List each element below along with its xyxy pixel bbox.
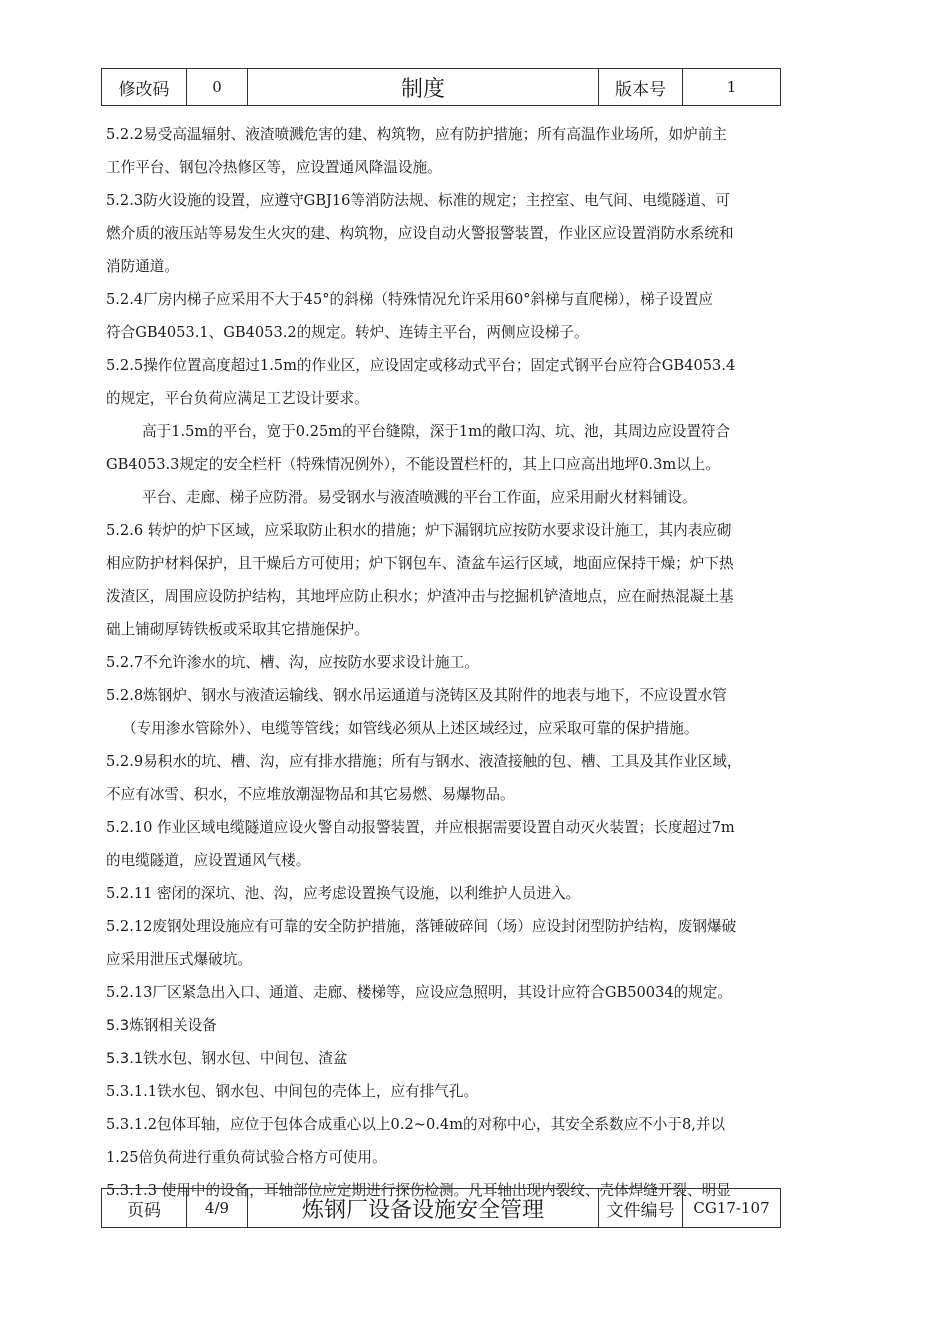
body-line: 5.2.9易积水的坑、槽、沟，应有排水措施；所有与钢水、液渣接触的包、槽、工具及其作业区域， xyxy=(106,753,742,770)
body-line: 5.2.6 转炉的炉下区域，应采取防止积水的措施；炉下漏钢坑应按防水要求设计施工，其内表应砌 xyxy=(106,522,732,539)
body-line: 相应防护材料保护，且干燥后方可使用；炉下钢包车、渣盆车运行区域，地面应保持干燥；炉下热 xyxy=(106,555,734,572)
body-line: 5.2.5操作位置高度超过1.5m的作业区，应设固定或移动式平台；固定式钢平台应符合GB4053.4 xyxy=(106,357,736,374)
header-table xyxy=(101,68,781,106)
body-line: 础上铺砌厚铸铁板或采取其它措施保护。 xyxy=(106,621,369,638)
body-line: 5.2.7不允许渗水的坑、槽、沟，应按防水要求设计施工。 xyxy=(106,654,479,671)
body-line: 5.2.3防火设施的设置，应遵守GBJ16等消防法规、标准的规定；主控室、电气间、电缆隧道、可 xyxy=(106,192,730,209)
body-line: 1.25倍负荷进行重负荷试验合格方可使用。 xyxy=(106,1149,387,1166)
body-line: 工作平台、钢包冷热修区等，应设置通风降温设施。 xyxy=(106,159,442,176)
body-line: 高于1.5m的平台，宽于0.25m的平台缝隙，深于1m的敞口沟、坑、池，其周边应设置符合 xyxy=(142,423,731,440)
page-number: 4/9 xyxy=(187,1189,248,1228)
body-line: 5.3.1.3 使用中的设备，耳轴部位应定期进行探伤检测。凡耳轴出现内裂纹、壳体焊缝开裂、明显 xyxy=(106,1182,731,1199)
body-line: 5.2.12废钢处理设施应有可靠的安全防护措施，落锤破碎间（场）应设封闭型防护结构，废钢爆破 xyxy=(106,918,737,935)
body-line: 5.3.1.1铁水包、钢水包、中间包的壳体上，应有排气孔。 xyxy=(106,1083,479,1100)
revision-label: 修改码 xyxy=(102,69,187,106)
doc-number-value: CG17-107 xyxy=(683,1189,781,1228)
document-body xyxy=(106,118,846,1207)
body-line: 5.2.2易受高温辐射、液渣喷溅危害的建、构筑物，应有防护措施；所有高温作业场所，如炉前主 xyxy=(106,126,727,143)
body-line: 5.2.13厂区紧急出入口、通道、走廊、楼梯等，应设应急照明，其设计应符合GB50034的规定。 xyxy=(106,984,733,1001)
body-line: 消防通道。 xyxy=(106,258,179,275)
body-line: 的电缆隧道，应设置通风气楼。 xyxy=(106,852,311,869)
body-line: 应采用泄压式爆破坑。 xyxy=(106,951,252,968)
body-line: 泼渣区，周围应设防护结构，其地坪应防止积水；炉渣冲击与挖掘机铲渣地点，应在耐热混凝土基 xyxy=(106,588,734,605)
section-heading: 5.3炼钢相关设备 xyxy=(106,1017,217,1034)
version-label: 版本号 xyxy=(599,69,683,106)
body-line: GB4053.3规定的安全栏杆（特殊情况例外），不能设置栏杆的，其上口应高出地坪0.3m以上。 xyxy=(106,456,720,473)
footer-table xyxy=(101,1188,781,1228)
body-line: 燃介质的液压站等易发生火灾的建、构筑物，应设自动火警报警装置，作业区应设置消防水系统和 xyxy=(106,225,734,242)
body-line: 5.2.11 密闭的深坑、池、沟，应考虑设置换气设施，以利维护人员进入。 xyxy=(106,885,581,902)
document-type-title: 制度 xyxy=(248,69,599,106)
doc-number-label: 文件编号 xyxy=(599,1189,683,1228)
body-line: 的规定，平台负荷应满足工艺设计要求。 xyxy=(106,390,369,407)
page-label: 页码 xyxy=(102,1189,187,1228)
body-line: 5.2.8炼钢炉、钢水与液渣运输线、钢水吊运通道与浇铸区及其附件的地表与地下，不应设置水管 xyxy=(106,687,727,704)
body-line: 平台、走廊、梯子应防滑。易受钢水与液渣喷溅的平台工作面，应采用耐火材料铺设。 xyxy=(142,489,697,506)
body-line: 不应有冰雪、积水，不应堆放潮湿物品和其它易燃、易爆物品。 xyxy=(106,786,515,803)
body-line: 5.2.4厂房内梯子应采用不大于45°的斜梯（特殊情况允许采用60°斜梯与直爬梯），梯子设置应 xyxy=(106,291,713,308)
document-title: 炼钢厂设备设施安全管理 xyxy=(248,1189,599,1228)
body-line: 5.3.1.2包体耳轴，应位于包体合成重心以上0.2~0.4m的对称中心，其安全系数应不小于8,并以 xyxy=(106,1116,726,1133)
version-value: 1 xyxy=(683,69,781,106)
revision-value: 0 xyxy=(187,69,248,106)
body-line: 5.2.10 作业区域电缆隧道应设火警自动报警装置，并应根据需要设置自动灭火装置；长度超过7m xyxy=(106,819,735,836)
body-line: （专用渗水管除外）、电缆等管线；如管线必须从上述区域经过，应采取可靠的保护措施。 xyxy=(122,720,699,737)
subsection-heading: 5.3.1铁水包、钢水包、中间包、渣盆 xyxy=(106,1050,348,1067)
body-line: 符合GB4053.1、GB4053.2的规定。转炉、连铸主平台，两侧应设梯子。 xyxy=(106,324,589,341)
